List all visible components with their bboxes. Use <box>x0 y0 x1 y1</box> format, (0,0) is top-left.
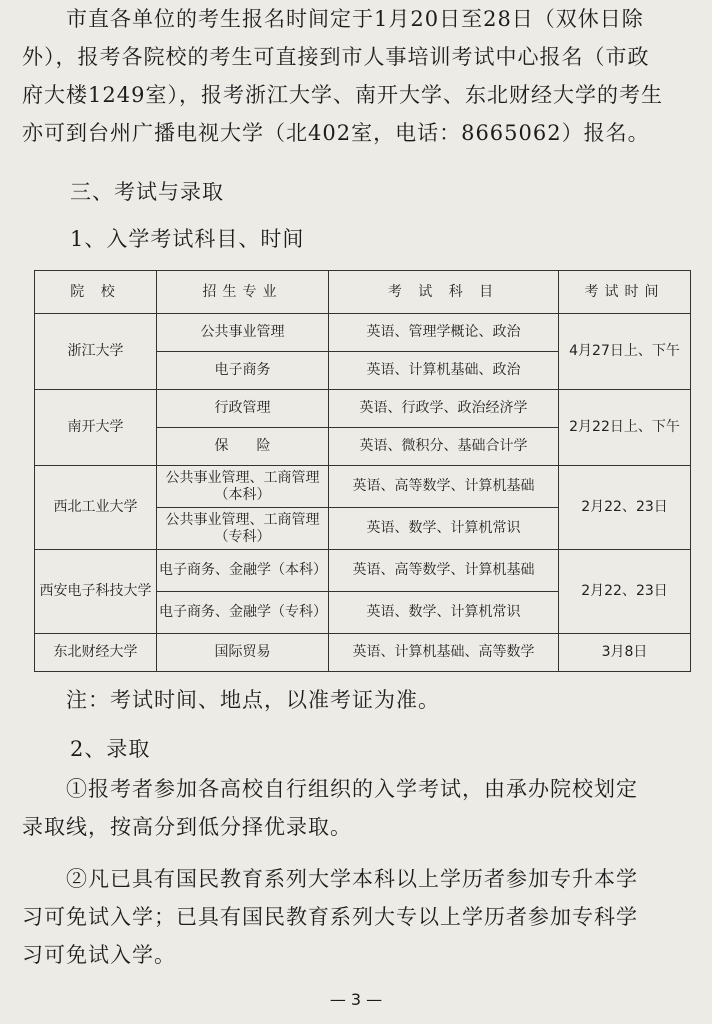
subjects-cell: 英语、高等数学、计算机基础 <box>329 466 559 508</box>
major-cell: 国际贸易 <box>157 634 329 672</box>
text-line: 府大楼1249室），报考浙江大学、南开大学、东北财经大学的考生 <box>22 83 663 107</box>
major-cell: 公共事业管理、工商管理（专科） <box>157 508 329 550</box>
major-cell: 电子商务 <box>157 352 329 390</box>
subjects-cell: 英语、高等数学、计算机基础 <box>329 550 559 592</box>
major-cell: 公共事业管理 <box>157 314 329 352</box>
table-row <box>35 466 691 508</box>
table-row <box>35 314 691 352</box>
section-heading: 三、考试与录取 <box>70 180 224 204</box>
column-header: 考试时间 <box>559 271 691 314</box>
text-line: 外），报考各院校的考生可直接到市人事培训考试中心报名（市政 <box>22 45 650 69</box>
column-header: 考 试 科 目 <box>329 271 559 314</box>
major-cell: 保 险 <box>157 428 329 466</box>
major-cell: 电子商务、金融学（专科） <box>157 592 329 634</box>
text-line: ②凡已具有国民教育系列大学本科以上学历者参加专升本学 <box>22 867 638 891</box>
school-cell: 西北工业大学 <box>35 466 157 550</box>
table-row <box>35 390 691 428</box>
text-line: 习可免试入学。 <box>22 943 176 967</box>
exam-time-cell: 2月22日上、下午 <box>559 390 691 466</box>
major-cell: 行政管理 <box>157 390 329 428</box>
subjects-cell: 英语、微积分、基础合计学 <box>329 428 559 466</box>
intro-paragraph <box>22 0 682 152</box>
school-cell: 东北财经大学 <box>35 634 157 672</box>
text-line: 习可免试入学；已具有国民教育系列大专以上学历者参加专科学 <box>22 905 638 929</box>
table-row <box>35 550 691 592</box>
exam-time-cell: 2月22、23日 <box>559 466 691 550</box>
subjects-cell: 英语、管理学概论、政治 <box>329 314 559 352</box>
column-header: 院 校 <box>35 271 157 314</box>
exam-time-cell: 4月27日上、下午 <box>559 314 691 390</box>
table-header-row <box>35 271 691 314</box>
admission-paragraph-1 <box>22 770 682 846</box>
subjects-cell: 英语、数学、计算机常识 <box>329 592 559 634</box>
subjects-cell: 英语、计算机基础、高等数学 <box>329 634 559 672</box>
major-cell: 电子商务、金融学（本科） <box>157 550 329 592</box>
subsection-heading: 1、入学考试科目、时间 <box>70 227 305 251</box>
text-line: 亦可到台州广播电视大学（北402室，电话：8665062）报名。 <box>22 121 650 145</box>
subjects-cell: 英语、数学、计算机常识 <box>329 508 559 550</box>
column-header: 招生专业 <box>157 271 329 314</box>
school-cell: 南开大学 <box>35 390 157 466</box>
admission-paragraph-2 <box>22 860 682 974</box>
text-line: ①报考者参加各高校自行组织的入学考试，由承办院校划定 <box>22 777 638 801</box>
school-cell: 浙江大学 <box>35 314 157 390</box>
exam-time-cell: 2月22、23日 <box>559 550 691 634</box>
text-line: 市直各单位的考生报名时间定于1月20日至28日（双休日除 <box>22 7 644 31</box>
major-cell: 公共事业管理、工商管理（本科） <box>157 466 329 508</box>
text-line: 录取线，按高分到低分择优录取。 <box>22 815 352 839</box>
school-cell: 西安电子科技大学 <box>35 550 157 634</box>
exam-time-cell: 3月8日 <box>559 634 691 672</box>
subsection-heading: 2、录取 <box>70 737 151 761</box>
subjects-cell: 英语、行政学、政治经济学 <box>329 390 559 428</box>
table-row <box>35 634 691 672</box>
page-number: — 3 — <box>329 990 383 1009</box>
subjects-cell: 英语、计算机基础、政治 <box>329 352 559 390</box>
table-note: 注：考试时间、地点，以准考证为准。 <box>66 688 440 712</box>
exam-schedule-table <box>34 270 691 672</box>
